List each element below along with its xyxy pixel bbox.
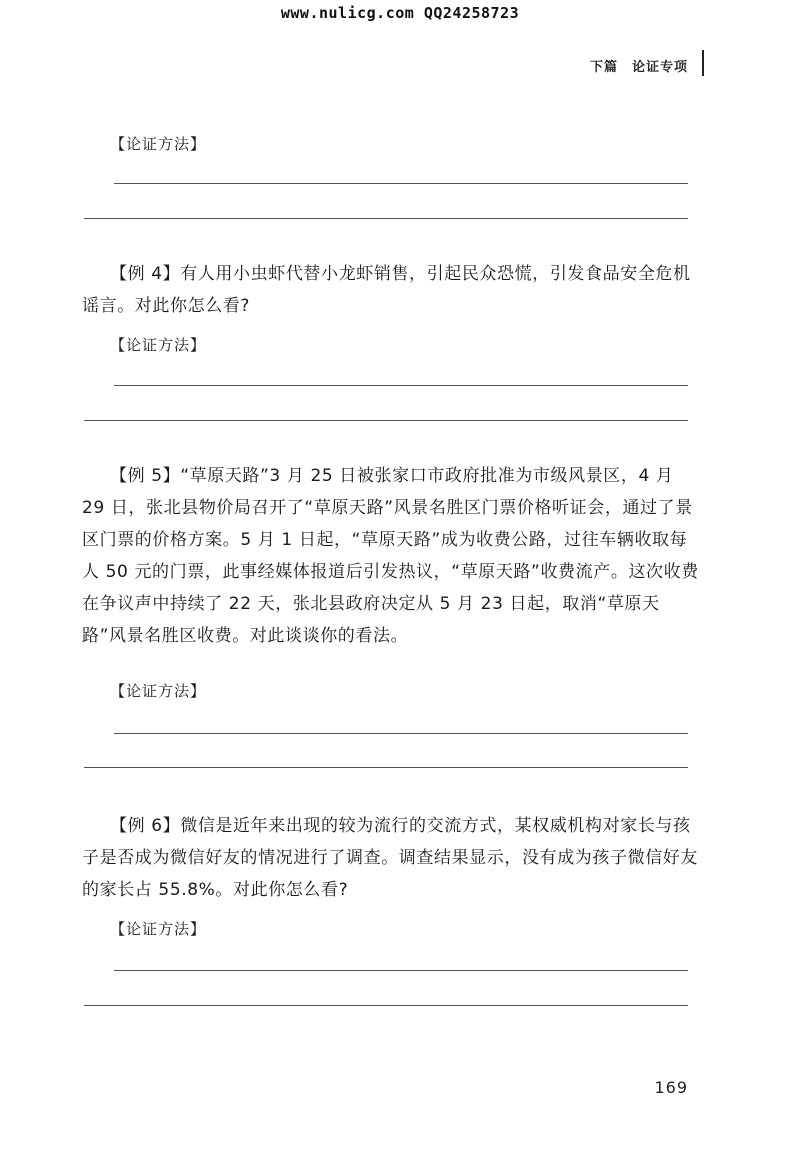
- method-label: 【论证方法】: [110, 336, 207, 354]
- running-head-rule: [702, 50, 704, 76]
- example-5-text: 【例 5】“草原天路”3 月 25 日被张家口市政府批准为市级风景区，4 月 29 日，张北县物价局召开了“草原天路”风景名胜区门票价格听证会，通过了景区门票的价格方案。5 月 1 日起，“草原天路”成为收费公路，过往车辆收取每人 50 元的门票，此事经媒体报道后引发热议，“草原天路”收费流产。这次收费在争议声中持续了 22 天，张北县政府决定从 5 月 23 日起，取消“草原天路”风景名胜区收费。对此谈谈你的看法。: [82, 466, 699, 646]
- answer-line: [84, 420, 688, 421]
- answer-line: [84, 218, 688, 219]
- answer-line: [114, 183, 688, 184]
- running-head-part: 下篇: [589, 60, 618, 75]
- example-4-text: 【例 4】有人用小虫虾代替小龙虾销售，引起民众恐慌，引发食品安全危机谣言。对此你怎么看?: [82, 264, 691, 316]
- running-head: [590, 56, 688, 75]
- answer-line: [84, 1005, 688, 1006]
- example-6-text: 【例 6】微信是近年来出现的较为流行的交流方式，某权威机构对家长与孩子是否成为微信好友的情况进行了调查。调查结果显示，没有成为孩子微信好友的家长占 55.8%。对此你怎么看?: [82, 816, 698, 900]
- answer-line: [114, 385, 688, 386]
- answer-line: [114, 733, 688, 734]
- answer-line: [84, 767, 688, 768]
- method-label: 【论证方法】: [110, 682, 207, 700]
- page-number: 169: [654, 1078, 688, 1097]
- watermark-text: www.nulicg.com QQ24258723: [280, 4, 520, 22]
- answer-line: [114, 970, 688, 971]
- running-head-section: 论证专项: [631, 60, 688, 75]
- method-label: 【论证方法】: [110, 135, 207, 153]
- method-label: 【论证方法】: [110, 920, 207, 938]
